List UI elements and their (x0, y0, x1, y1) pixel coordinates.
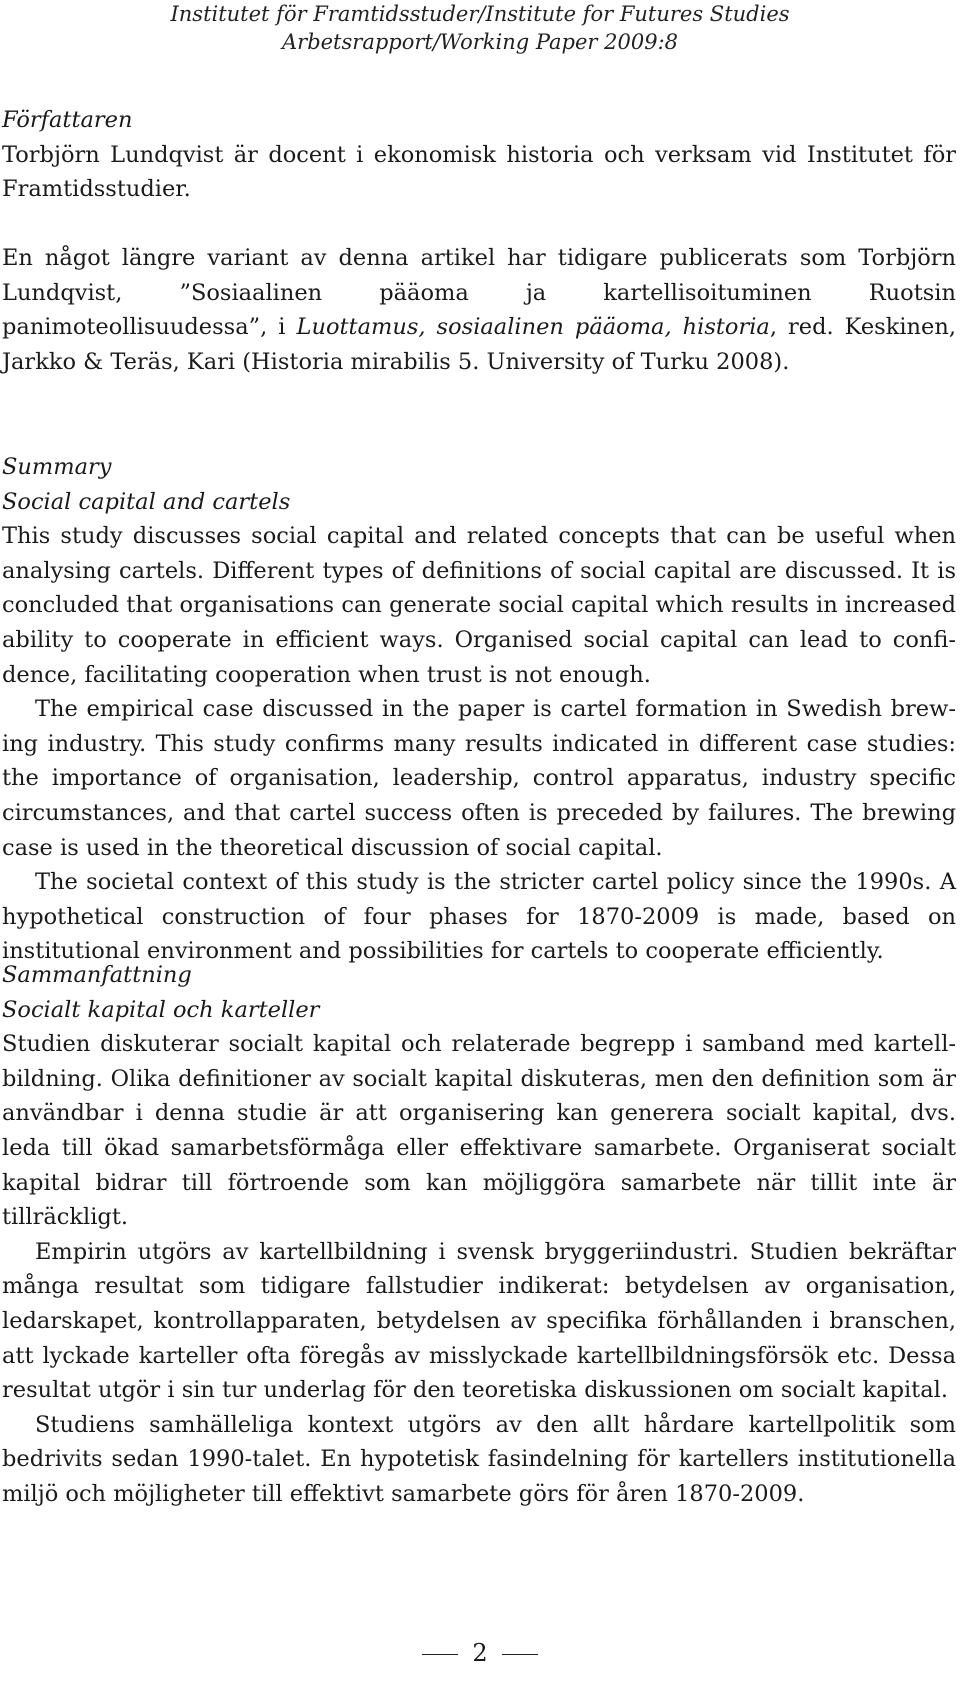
publication-book-title: Luottamus, sosiaalinen pääoma, historia (296, 314, 770, 341)
sammanfattning-heading: Sammanfattning (2, 962, 192, 988)
summary-section (2, 450, 956, 969)
summary-subheading: Social capital and cartels (2, 488, 291, 515)
summary-paragraph-2: The empirical case discussed in the paper is cartel formation in Swedish brew-ing industry. This study confirms many results indicated in different case studies: the importance of organisation, leadership, control apparatus, industry specific circumstances, and that cartel success often is preceded by failures. The brewing case is used in the theoretical discussion of social capital. (2, 696, 956, 861)
author-section (2, 103, 956, 207)
publication-note (2, 241, 956, 379)
summary-heading: Summary (2, 454, 112, 480)
footer-dash-left (422, 1654, 458, 1656)
sammanfattning-paragraph-2: Empirin utgörs av kartellbildning i svensk bryggeriindustri. Studien bekräftar många resultat som tidigare fallstudier indikerat: betydelsen av organisation, ledarskapet, kontrollapparaten, betydelsen av specifika förhållanden i branschen, att lyckade karteller ofta föregås av misslyckade kartellbildningsförsök etc. Dessa resultat utgör i sin tur underlag för den teoretiska diskussionen om socialt kapital. (2, 1238, 956, 1404)
page-footer (0, 1638, 960, 1668)
author-text: Torbjörn Lundqvist är docent i ekonomisk historia och verksam vid Institutet för Framtidsstudier. (2, 141, 956, 203)
publication-text-before: En något längre variant av denna artikel har tidigare publicerats som Torbjörn Lundqvist, ”Sosiaalinen pääoma ja kartellisoituminen Ruotsin panimoteollisuudessa”, i (2, 245, 956, 341)
summary-paragraph-3: The societal context of this study is the stricter cartel policy since the 1990s. A hypothetical construction of four phases for 1870-2009 is made, based on institutional environment and possibilities for cartels to cooperate efficiently. (2, 869, 956, 965)
header-institute: Institutet för Framtidsstuder/Institute for Futures Studies (170, 2, 790, 26)
header-working-paper: Arbetsrapport/Working Paper 2009:8 (281, 30, 679, 54)
page-number: 2 (472, 1639, 488, 1667)
publication-text (2, 241, 956, 379)
author-heading: Författaren (2, 107, 133, 133)
footer-dash-right (502, 1654, 538, 1656)
sammanfattning-paragraph-1: Studien diskuterar socialt kapital och relaterade begrepp i samband med kartell-bildning. Olika definitioner av socialt kapital diskuteras, men den definition som är användbar i denna studie är att organisering kan generera socialt kapital, dvs. leda till ökad samarbetsförmåga eller effektivare samarbete. Organiserat socialt kapital bidrar till förtroende som kan möjliggöra samarbete när tillit inte är tillräckligt. (2, 1031, 956, 1231)
sammanfattning-section (2, 958, 956, 1512)
sammanfattning-subheading: Socialt kapital och karteller (2, 996, 320, 1023)
running-header (0, 0, 960, 56)
sammanfattning-paragraph-3: Studiens samhälleliga kontext utgörs av den allt hårdare kartellpolitik som bedrivits sedan 1990-talet. En hypotetisk fasindelning för kartellers institutionella miljö och möjligheter till effektivt samarbete görs för åren 1870-2009. (2, 1411, 956, 1507)
summary-paragraph-1: This study discusses social capital and related concepts that can be useful when analysing cartels. Different types of definitions of social capital are discussed. It is concluded that organisations can generate social capital which results in increased ability to cooperate in efficient ways. Organised social capital can lead to confi-dence, facilitating cooperation when trust is not enough. (2, 523, 956, 688)
publication-text-after: , red. Keskinen, Jarkko & Teräs, Kari (Historia mirabilis 5. University of Turku 2008). (2, 314, 956, 375)
